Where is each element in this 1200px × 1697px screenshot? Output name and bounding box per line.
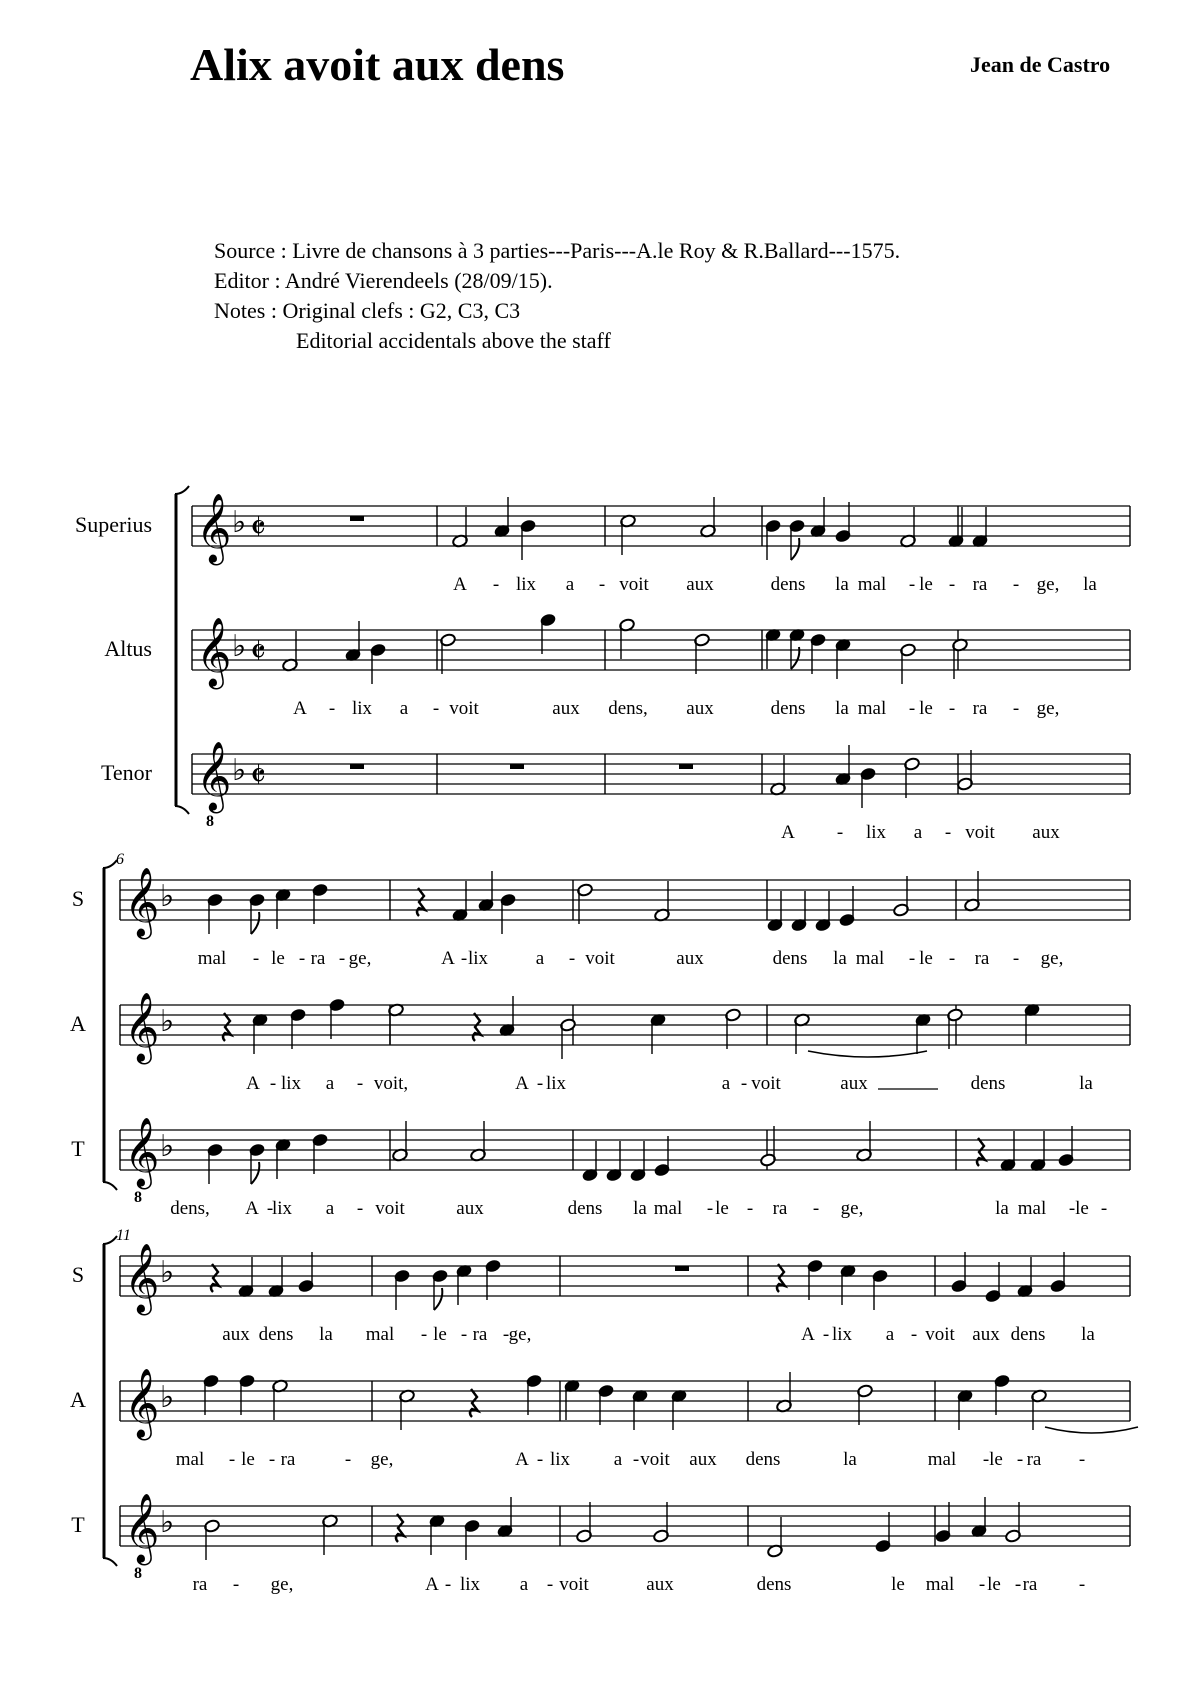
lyric-syllable: la xyxy=(1081,1324,1095,1345)
lyric-syllable: la xyxy=(833,948,847,969)
lyric-syllable: A xyxy=(515,1073,529,1094)
lyric-syllable: voit xyxy=(559,1574,589,1595)
measure-number: 6 xyxy=(116,851,124,868)
lyric-syllable: - xyxy=(344,1449,352,1470)
lyric-syllable: - xyxy=(706,1198,714,1219)
whole-rest xyxy=(679,764,693,769)
staff-label: Tenor xyxy=(101,760,152,785)
lyric-syllable: a xyxy=(519,1574,529,1595)
lyric-syllable: lix xyxy=(549,1449,571,1470)
lyric-syllable: lix xyxy=(271,1198,293,1219)
lyric-syllable: lix xyxy=(831,1324,853,1345)
lyric-syllable: mal xyxy=(857,574,887,595)
lyric-syllable: voit xyxy=(375,1198,405,1219)
staff-label: T xyxy=(71,1512,85,1537)
lyric-syllable: lix xyxy=(545,1073,567,1094)
measure-number: 11 xyxy=(116,1227,131,1244)
key-signature-flat: ♭ xyxy=(160,1130,175,1163)
whole-rest xyxy=(350,516,364,521)
lyric-syllable: lix xyxy=(280,1073,302,1094)
lyric-syllable: - xyxy=(598,574,606,595)
key-signature-flat: ♭ xyxy=(160,1005,175,1038)
staff-label: Altus xyxy=(104,636,152,661)
lyric-syllable: - xyxy=(910,1324,918,1345)
note-flag xyxy=(251,912,259,934)
lyric-syllable: la xyxy=(1083,574,1097,595)
lyric-syllable: - xyxy=(632,1449,640,1470)
bracket-hook-bottom xyxy=(103,1182,117,1190)
lyric-syllable: mal xyxy=(197,948,227,969)
lyric-syllable: a xyxy=(535,948,545,969)
lyric-syllable: aux xyxy=(456,1198,484,1219)
lyric-syllable: - xyxy=(944,822,952,843)
lyric-syllable: aux xyxy=(686,574,714,595)
lyric-syllable: A xyxy=(245,1198,259,1219)
quarter-rest xyxy=(417,888,425,916)
whole-rest xyxy=(510,764,524,769)
lyric-syllable: ra xyxy=(974,948,990,969)
treble-clef: 𝄞 xyxy=(124,1119,160,1185)
note-flag xyxy=(251,1162,259,1184)
lyric-syllable: - xyxy=(740,1073,748,1094)
lyric-syllable: dens xyxy=(756,1574,792,1595)
lyric-syllable: aux xyxy=(222,1324,250,1345)
quarter-rest xyxy=(211,1264,219,1292)
lyric-syllable: a xyxy=(613,1449,623,1470)
bracket-hook-top xyxy=(175,486,189,494)
lyric-syllable: dens xyxy=(745,1449,781,1470)
lyric-syllable: voit, xyxy=(373,1073,409,1094)
lyric-syllable: mal xyxy=(175,1449,205,1470)
treble-clef: 𝄞 xyxy=(196,619,232,685)
lyric-syllable: ra xyxy=(1022,1574,1038,1595)
lyric-syllable: - xyxy=(232,1574,240,1595)
lyric-syllable: mal xyxy=(927,1449,957,1470)
lyric-syllable: aux xyxy=(689,1449,717,1470)
treble-clef: 𝄞 xyxy=(124,994,160,1060)
lyric-syllable: dens, xyxy=(170,1198,210,1219)
lyric-syllable: voit xyxy=(925,1324,955,1345)
lyric-syllable: ge, xyxy=(1036,698,1060,719)
lyric-syllable: - xyxy=(908,948,916,969)
lyric-syllable: ge, xyxy=(370,1449,394,1470)
lyric-syllable: - xyxy=(746,1198,754,1219)
staff-label: A xyxy=(70,1011,86,1036)
octave-mark: 8 xyxy=(134,1565,142,1582)
lyric-syllable: le xyxy=(989,1449,1003,1470)
note-flag xyxy=(791,538,799,560)
lyric-syllable: ra xyxy=(192,1574,208,1595)
lyric-syllable: ge, xyxy=(1036,574,1060,595)
lyric-syllable: voit xyxy=(585,948,615,969)
lyric-syllable: le xyxy=(919,948,933,969)
tie xyxy=(808,1051,927,1057)
lyric-syllable: mal xyxy=(855,948,885,969)
staff-label: T xyxy=(71,1136,85,1161)
treble-clef: 𝄞 xyxy=(124,1245,160,1311)
lyric-syllable: le xyxy=(891,1574,905,1595)
key-signature-flat: ♭ xyxy=(232,754,247,787)
lyric-syllable: aux xyxy=(1032,822,1060,843)
lyric-syllable: ra xyxy=(972,698,988,719)
lyric-syllable: la xyxy=(835,698,849,719)
lyric-syllable: ra xyxy=(972,574,988,595)
lyric-syllable: lix xyxy=(865,822,887,843)
lyric-syllable: a xyxy=(325,1073,335,1094)
quarter-rest xyxy=(977,1138,985,1166)
lyric-syllable: A xyxy=(453,574,467,595)
lyric-syllable: ge, xyxy=(1040,948,1064,969)
lyric-syllable: aux xyxy=(676,948,704,969)
treble-clef: 𝄞 xyxy=(196,495,232,561)
whole-rest xyxy=(675,1266,689,1271)
time-signature: 𝄵 xyxy=(250,756,267,796)
treble-clef: 𝄞 xyxy=(124,1495,160,1561)
lyric-syllable: le xyxy=(715,1198,729,1219)
lyric-syllable: - xyxy=(908,698,916,719)
lyric-syllable: - xyxy=(338,948,346,969)
quarter-rest xyxy=(473,1013,481,1041)
lyric-syllable: a xyxy=(565,574,575,595)
quarter-rest xyxy=(470,1389,478,1417)
lyric-syllable: lix xyxy=(351,698,373,719)
lyric-syllable: - xyxy=(356,1073,364,1094)
lyric-syllable: la xyxy=(633,1198,647,1219)
note-flag xyxy=(434,1288,442,1310)
lyric-syllable: - xyxy=(982,1449,990,1470)
lyric-syllable: - xyxy=(268,1449,276,1470)
lyric-syllable: ra xyxy=(772,1198,788,1219)
time-signature: 𝄵 xyxy=(250,508,267,548)
lyric-syllable: le xyxy=(433,1324,447,1345)
staff-label: S xyxy=(71,886,85,911)
lyric-syllable: - xyxy=(536,1073,544,1094)
lyric-syllable: - xyxy=(536,1449,544,1470)
whole-rest xyxy=(350,764,364,769)
lyric-syllable: - xyxy=(1012,574,1020,595)
lyric-syllable: la xyxy=(843,1449,857,1470)
lyric-syllable: - xyxy=(908,574,916,595)
lyric-syllable: - xyxy=(492,574,500,595)
lyric-syllable: mal xyxy=(1017,1198,1047,1219)
lyric-syllable: lix xyxy=(467,948,489,969)
lyric-syllable: ge, xyxy=(840,1198,864,1219)
key-signature-flat: ♭ xyxy=(232,506,247,539)
lyric-syllable: - xyxy=(948,698,956,719)
lyric-syllable: aux xyxy=(840,1073,868,1094)
lyric-syllable: aux xyxy=(972,1324,1000,1345)
lyric-syllable: voit xyxy=(640,1449,670,1470)
octave-mark: 8 xyxy=(206,813,214,830)
lyric-syllable: le xyxy=(919,574,933,595)
lyric-syllable: A xyxy=(781,822,795,843)
piece-title: Alix avoit aux dens xyxy=(190,39,565,90)
lyric-syllable: - xyxy=(1012,948,1020,969)
lyric-syllable: dens xyxy=(772,948,808,969)
editor-line: Editor : André Vierendeels (28/09/15). xyxy=(214,268,553,293)
lyric-syllable: dens, xyxy=(608,698,648,719)
lyric-syllable: ra xyxy=(310,948,326,969)
notes-line: Notes : Original clefs : G2, C3, C3 xyxy=(214,298,521,323)
lyric-syllable: le xyxy=(241,1449,255,1470)
lyric-syllable: la xyxy=(995,1198,1009,1219)
lyric-syllable: - xyxy=(266,1198,274,1219)
lyric-syllable: mal xyxy=(365,1324,395,1345)
lyric-syllable: A xyxy=(246,1073,260,1094)
lyric-syllable: - xyxy=(1078,1449,1086,1470)
key-signature-flat: ♭ xyxy=(160,1506,175,1539)
lyric-syllable: ge, xyxy=(508,1324,532,1345)
lyric-syllable: dens xyxy=(770,698,806,719)
lyric-syllable: aux xyxy=(646,1574,674,1595)
staff-label: S xyxy=(71,1262,85,1287)
key-signature-flat: ♭ xyxy=(232,630,247,663)
lyric-syllable: - xyxy=(298,948,306,969)
lyric-syllable: voit xyxy=(965,822,995,843)
lyric-syllable: a xyxy=(721,1073,731,1094)
lyric-syllable: - xyxy=(502,1324,510,1345)
lyric-syllable: A xyxy=(515,1449,529,1470)
lyric-syllable: - xyxy=(460,1324,468,1345)
quarter-rest xyxy=(777,1264,785,1292)
lyric-syllable: - xyxy=(836,822,844,843)
time-signature: 𝄵 xyxy=(250,632,267,672)
lyric-syllable: A xyxy=(425,1574,439,1595)
lyric-syllable: le xyxy=(919,698,933,719)
quarter-rest xyxy=(223,1013,231,1041)
quarter-rest xyxy=(396,1514,404,1542)
tie xyxy=(1045,1427,1138,1433)
lyric-syllable: mal xyxy=(653,1198,683,1219)
bracket-hook-top xyxy=(103,1236,117,1244)
lyric-syllable: mal xyxy=(925,1574,955,1595)
treble-clef: 𝄞 xyxy=(124,1370,160,1436)
lyric-syllable: - xyxy=(812,1198,820,1219)
lyric-syllable: le xyxy=(1075,1198,1089,1219)
lyric-syllable: ge, xyxy=(348,948,372,969)
bracket-hook-top xyxy=(103,860,117,868)
lyric-syllable: dens xyxy=(258,1324,294,1345)
staff-label: A xyxy=(70,1387,86,1412)
bracket-hook-bottom xyxy=(103,1558,117,1566)
lyric-syllable: le xyxy=(987,1574,1001,1595)
octave-mark: 8 xyxy=(134,1189,142,1206)
lyric-syllable: a xyxy=(913,822,923,843)
composer-name: Jean de Castro xyxy=(970,52,1111,77)
notes-line-continued: Editorial accidentals above the staff xyxy=(296,328,611,353)
lyric-syllable: ra xyxy=(472,1324,488,1345)
lyric-syllable: a xyxy=(325,1198,335,1219)
lyric-syllable: - xyxy=(1078,1574,1086,1595)
lyric-syllable: - xyxy=(328,698,336,719)
lyric-syllable: - xyxy=(1012,698,1020,719)
lyric-syllable: a xyxy=(885,1324,895,1345)
lyric-syllable: - xyxy=(356,1198,364,1219)
lyric-syllable: - xyxy=(1014,1574,1022,1595)
lyric-syllable: - xyxy=(978,1574,986,1595)
lyric-syllable: ge, xyxy=(270,1574,294,1595)
lyric-syllable: dens xyxy=(970,1073,1006,1094)
source-line: Source : Livre de chansons à 3 parties---Paris---A.le Roy & R.Ballard---1575. xyxy=(214,238,901,263)
lyric-syllable: - xyxy=(252,948,260,969)
key-signature-flat: ♭ xyxy=(160,880,175,913)
key-signature-flat: ♭ xyxy=(160,1256,175,1289)
lyric-syllable: - xyxy=(568,948,576,969)
lyric-syllable: - xyxy=(822,1324,830,1345)
lyric-syllable: la xyxy=(835,574,849,595)
lyric-syllable: lix xyxy=(459,1574,481,1595)
lyric-syllable: - xyxy=(432,698,440,719)
lyric-syllable: mal xyxy=(857,698,887,719)
lyric-syllable: dens xyxy=(567,1198,603,1219)
lyric-syllable: - xyxy=(948,574,956,595)
lyric-syllable: ra xyxy=(280,1449,296,1470)
lyric-syllable: - xyxy=(228,1449,236,1470)
lyric-syllable: - xyxy=(460,948,468,969)
lyric-syllable: voit xyxy=(619,574,649,595)
lyric-syllable: voit xyxy=(751,1073,781,1094)
treble-clef: 𝄞 xyxy=(196,743,232,809)
lyric-syllable: dens xyxy=(770,574,806,595)
lyric-syllable: voit xyxy=(449,698,479,719)
lyric-syllable: - xyxy=(546,1574,554,1595)
lyric-syllable: dens xyxy=(1010,1324,1046,1345)
treble-clef: 𝄞 xyxy=(124,869,160,935)
lyric-syllable: aux xyxy=(686,698,714,719)
lyric-syllable: A xyxy=(441,948,455,969)
lyric-syllable: - xyxy=(948,948,956,969)
lyric-syllable: - xyxy=(1068,1198,1076,1219)
lyric-syllable: A xyxy=(293,698,307,719)
lyric-syllable: - xyxy=(444,1574,452,1595)
key-signature-flat: ♭ xyxy=(160,1381,175,1414)
lyric-syllable: - xyxy=(420,1324,428,1345)
lyric-syllable: ra xyxy=(1026,1449,1042,1470)
staff-label: Superius xyxy=(75,512,152,537)
lyric-syllable: lix xyxy=(515,574,537,595)
lyric-syllable: la xyxy=(319,1324,333,1345)
lyric-syllable: - xyxy=(1016,1449,1024,1470)
lyric-syllable: aux xyxy=(552,698,580,719)
lyric-syllable: - xyxy=(1100,1198,1108,1219)
lyric-syllable: la xyxy=(1079,1073,1093,1094)
lyric-syllable: A xyxy=(801,1324,815,1345)
lyric-syllable: a xyxy=(399,698,409,719)
lyric-syllable: le xyxy=(271,948,285,969)
bracket-hook-bottom xyxy=(175,806,189,814)
lyric-syllable: - xyxy=(269,1073,277,1094)
